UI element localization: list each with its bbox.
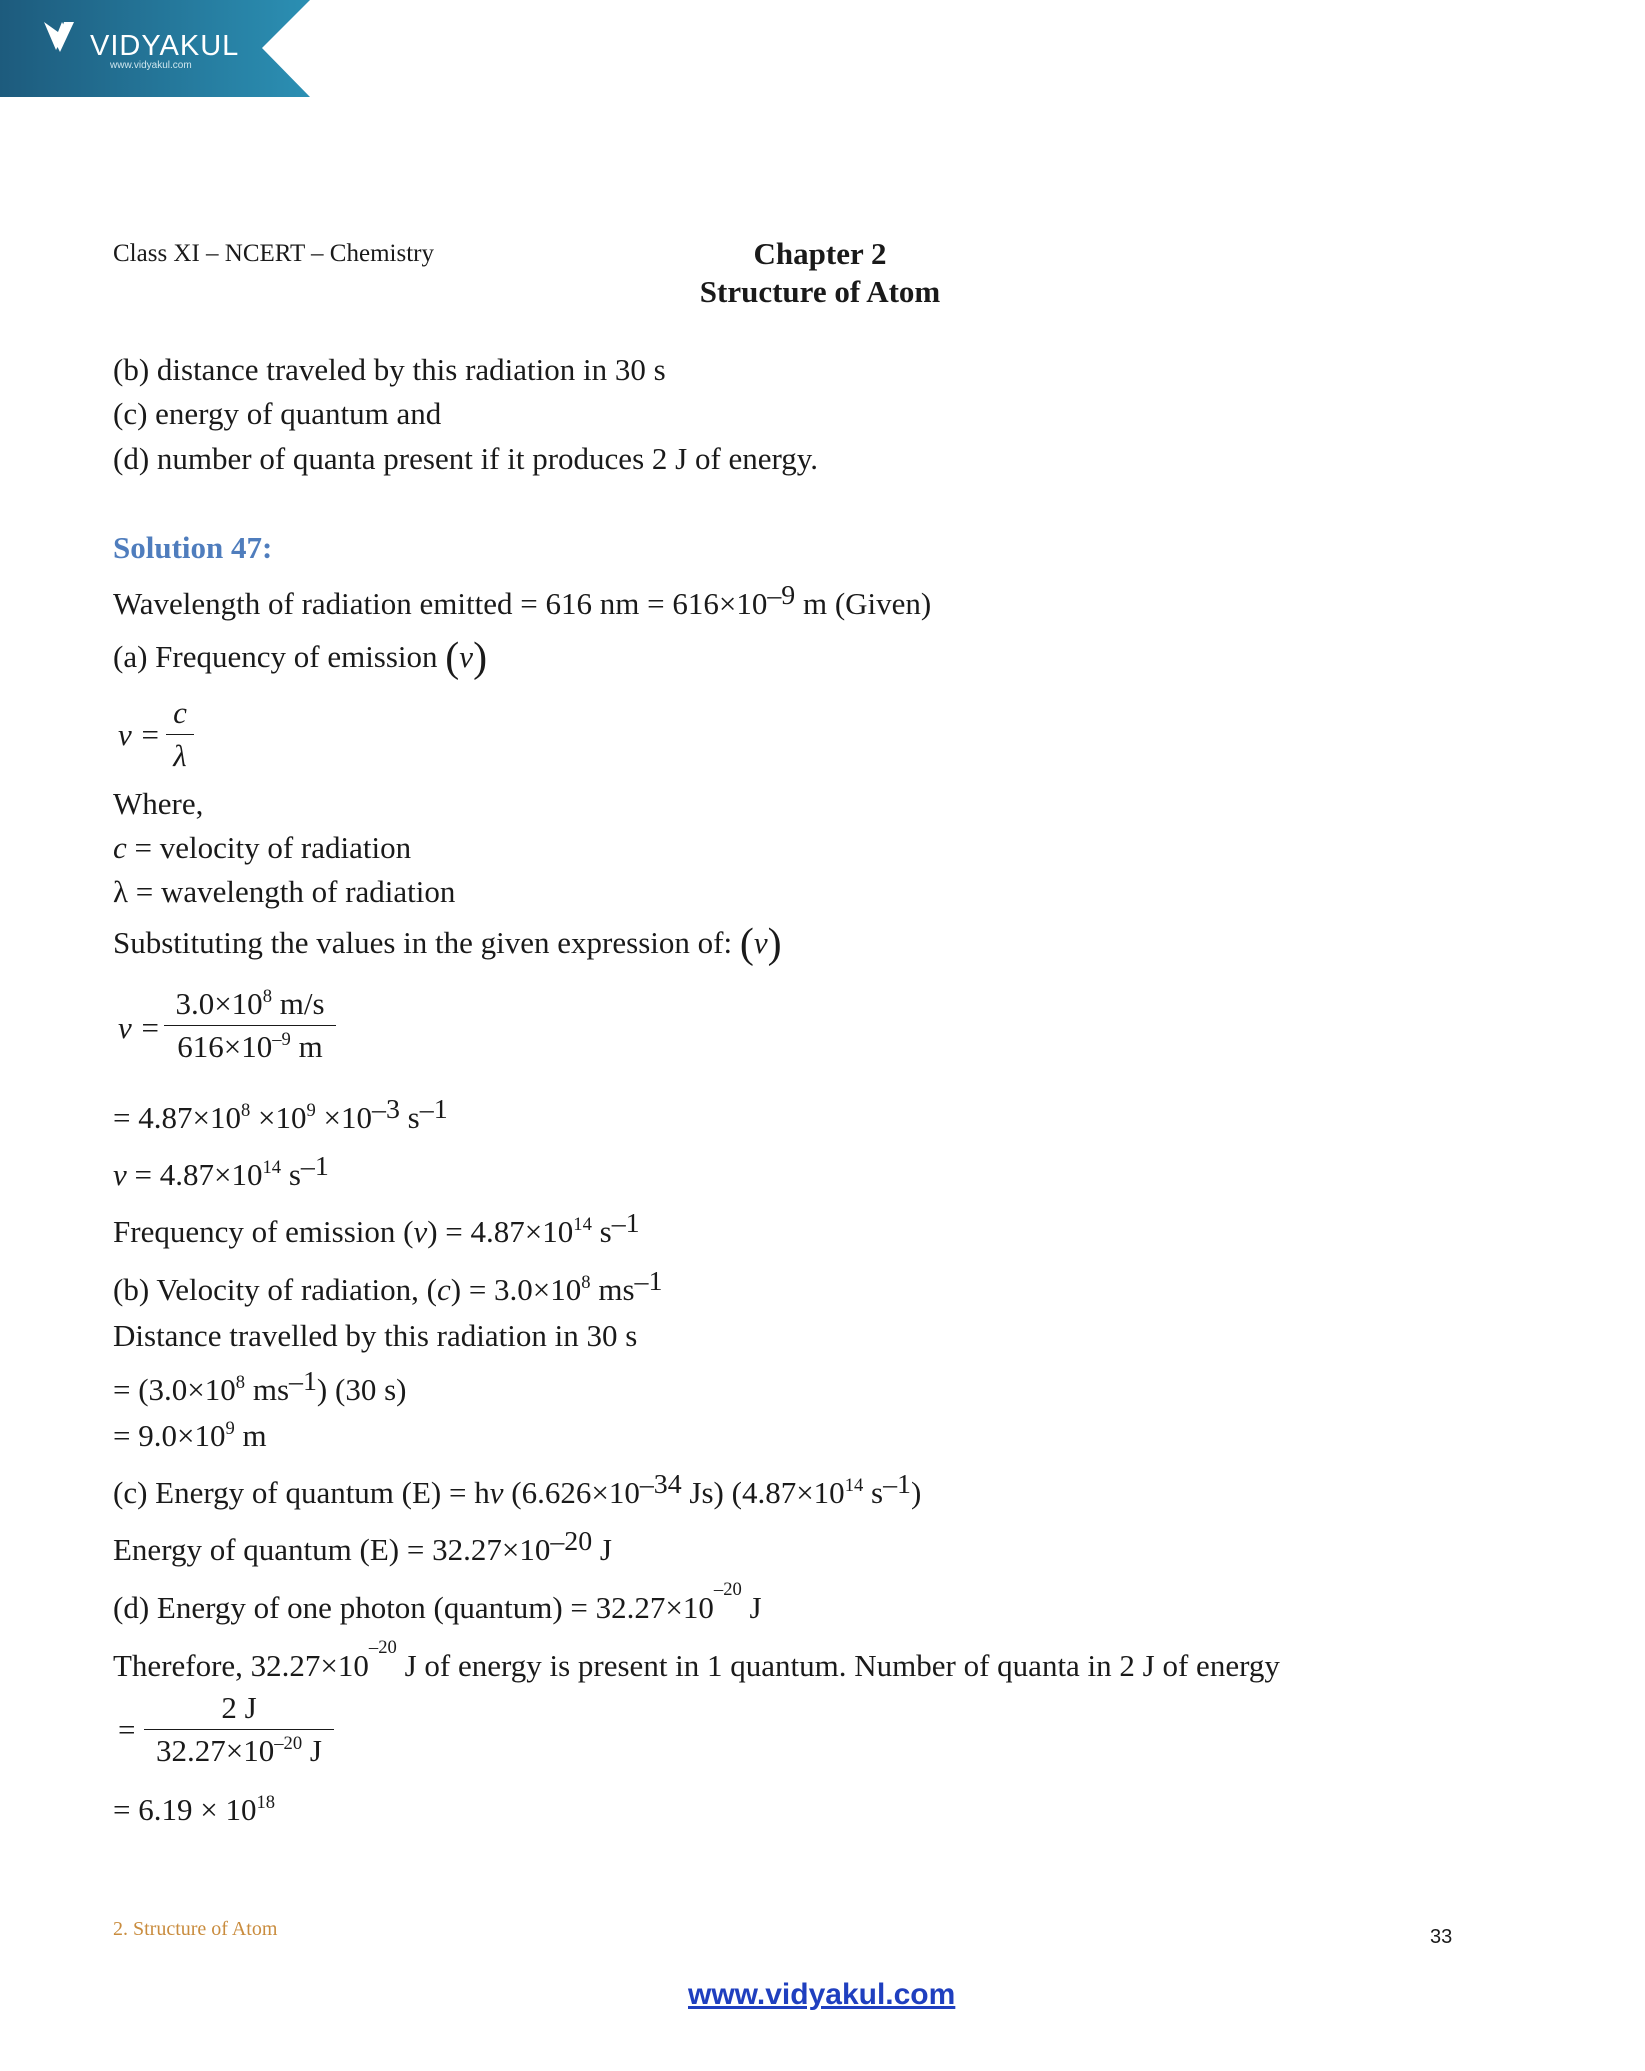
website-link[interactable]: www.vidyakul.com <box>688 1978 956 2011</box>
therefore-line: Therefore, $32.27\times 10^{-20}$ J of energy is present in 1 quantum. Number of quanta in 2 J of energy <box>113 1636 1280 1683</box>
page-number: 33 <box>1430 1926 1453 1948</box>
distance-calc: = ($3.0\times 10^8$ ms–1) (30 s) <box>113 1366 407 1407</box>
solution-heading: Solution 47: <box>113 530 273 565</box>
calc-step-1: = $4.87\times 10^8 \times 10^9 \times 10-3$ s–1 <box>113 1094 448 1135</box>
formula-c-over-lambda: c λ <box>166 695 194 774</box>
quanta-answer: = $6.19 \times 10^{18}$ <box>113 1791 276 1827</box>
where-heading: Where, <box>113 786 204 821</box>
part-a-label: (a) Frequency of emission (v) <box>113 635 488 681</box>
chapter-title: Structure of Atom <box>699 274 941 309</box>
where-lambda-definition: λ = wavelength of radiation <box>113 874 456 909</box>
sub-fraction: $3.0\times 10^8$ m/s $616\times 10^{-9}$ m <box>164 986 336 1065</box>
quanta-fraction-lhs: = <box>118 1712 136 1747</box>
distance-result: = $9.0\times 10^9$ m <box>113 1417 267 1453</box>
velocity-line: (b) Velocity of radiation, $(c) = 3.0\times 10^8$ ms–1 <box>113 1266 663 1307</box>
photon-energy: (d) Energy of one photon (quantum) = $32.27\times 10^{-20}$ J <box>113 1578 762 1625</box>
formula-lhs: v = <box>118 717 161 752</box>
question-part-c: (c) energy of quantum and <box>113 396 442 431</box>
distance-label: Distance travelled by this radiation in 30 s <box>113 1318 638 1353</box>
chapter-number: Chapter 2 <box>753 236 887 271</box>
quanta-fraction: 2 J $32.27\times 10^{-20}$ J <box>144 1690 334 1769</box>
class-subject-label: Class XI – NCERT – Chemistry <box>113 240 434 267</box>
where-c-definition: c = velocity of radiation <box>113 830 412 865</box>
logo-url: www.vidyakul.com <box>110 60 192 71</box>
calc-step-2: $v = 4.87\times 10^{14}$ s–1 <box>113 1151 329 1192</box>
sub-formula-lhs: v = <box>118 1010 161 1045</box>
footer-chapter-label: 2. Structure of Atom <box>113 1918 278 1940</box>
substituting-line: Substituting the values in the given expression of: (v) <box>113 921 782 967</box>
energy-formula: (c) Energy of quantum (E) = hv (6.626×10–34 Js) ($4.87\times 10^{14}$ s–1) <box>113 1469 922 1510</box>
question-part-b: (b) distance traveled by this radiation in 30 s <box>113 352 666 387</box>
given-wavelength: Wavelength of radiation emitted = 616 nm = 616×10–9 m (Given) <box>113 580 932 621</box>
logo-wordmark: VIDYAKUL <box>90 30 240 62</box>
question-part-d: (d) number of quanta present if it produces 2 J of energy. <box>113 441 819 476</box>
energy-result: Energy of quantum (E) = 32.27×10–20 J <box>113 1526 612 1567</box>
frequency-result: Frequency of emission $(v) = 4.87\times 10^{14}$ s–1 <box>113 1208 640 1249</box>
